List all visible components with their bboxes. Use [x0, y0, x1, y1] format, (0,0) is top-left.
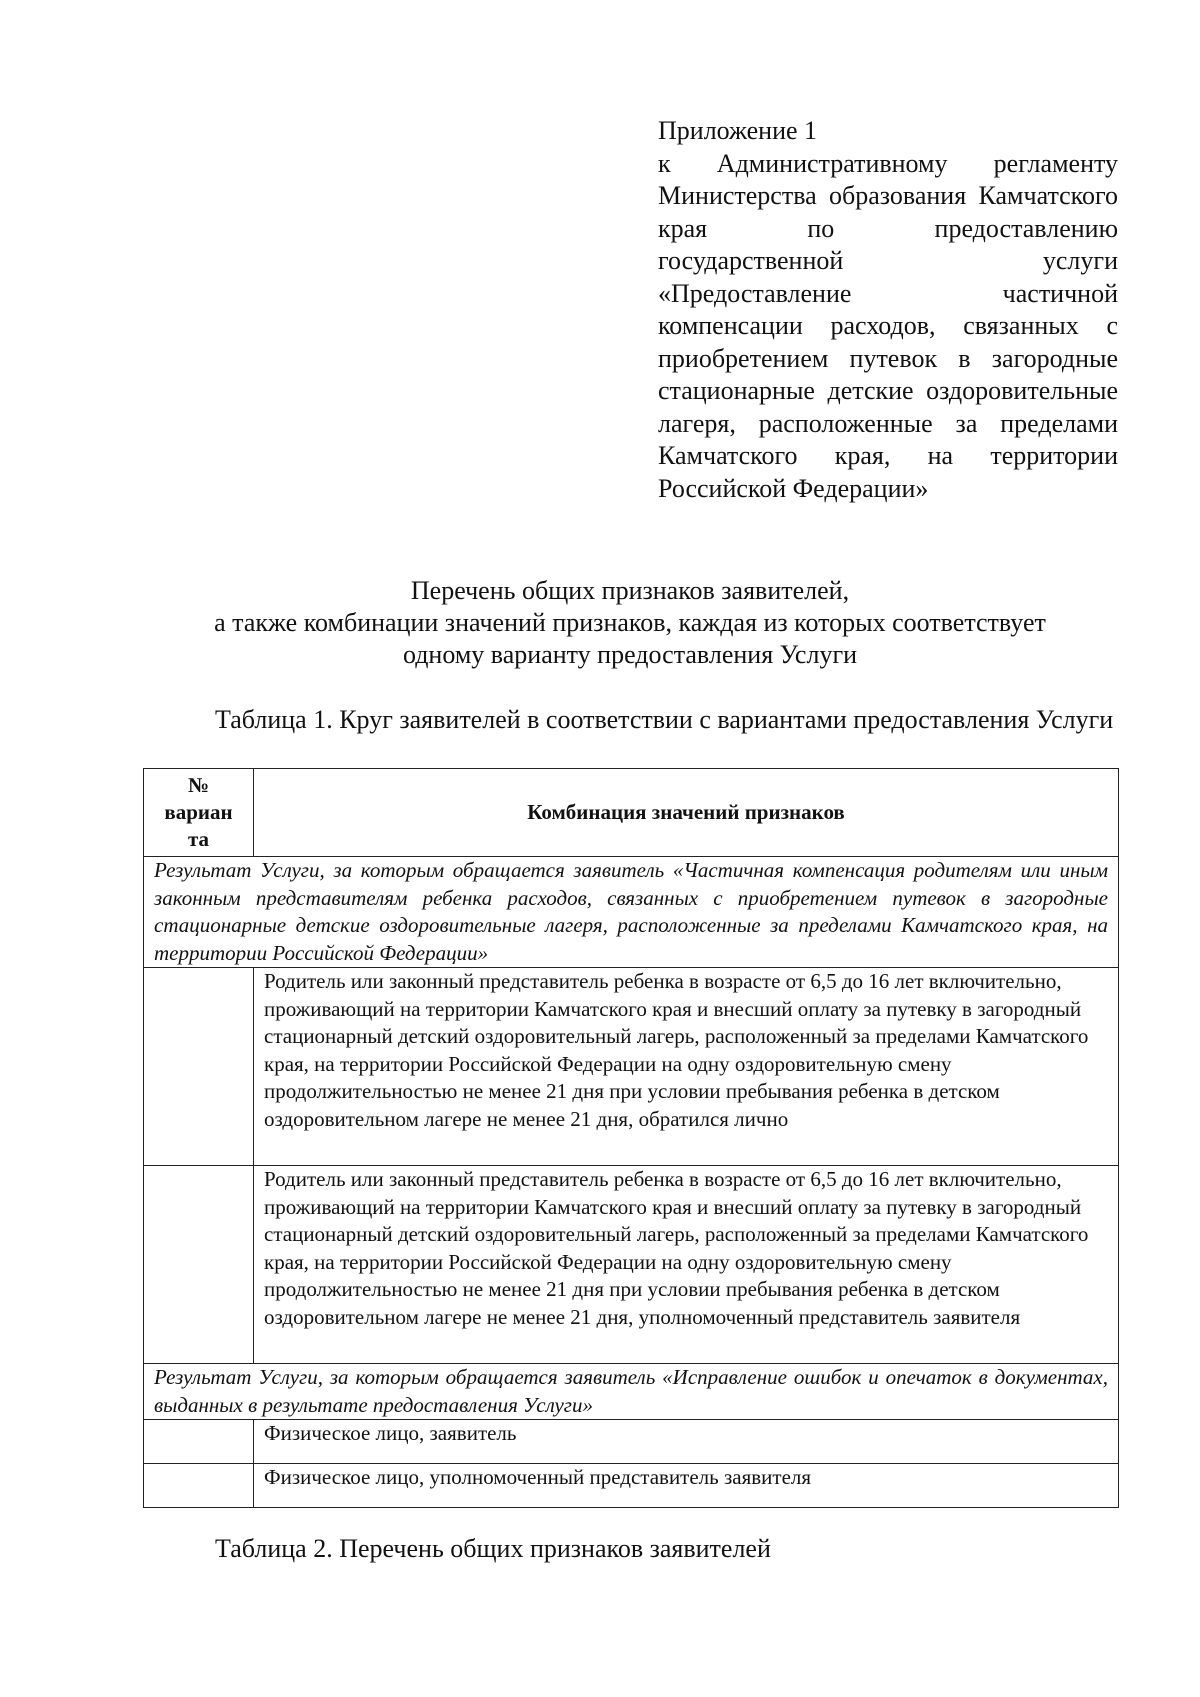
table-header-row [144, 769, 1119, 857]
appendix-text: к Административному регламенту Министерства образования Камчатского края по предоставлению государственной услуги «Предоставление частичной компенсации расходов, связанных с приобретением путевок в загородные стационарные детские оздоровительные лагеря, расположенные за пределами Камчатского края, на территории Российской Федерации» [658, 148, 1118, 503]
heading-line-3: одному варианту предоставления Услуги [402, 640, 858, 669]
appendix-block [658, 115, 1118, 505]
table-row [144, 968, 1119, 1166]
table2-caption: Таблица 2. Перечень общих признаков заявителей [215, 1534, 771, 1563]
table-row [144, 1420, 1119, 1464]
document-heading [0, 575, 1200, 671]
variant-number-cell [144, 1166, 254, 1364]
table1-caption: Таблица 1. Круг заявителей в соответствии с вариантами предоставления Услуги [215, 705, 1114, 734]
criteria-cell-2: Родитель или законный представитель ребенка в возрасте от 6,5 до 16 лет включительно, проживающий на территории Камчатского края и внесший оплату за путевку в загородный стационарный детский оздоровительный лагерь, расположенный за пределами Камчатского края, на территории Российской Федерации на одну оздоровительную смену продолжительностью не менее 21 дня при условии пребывания ребенка в детском оздоровительном лагере не менее 21 дня, уполномоченный представитель заявителя [254, 1166, 1119, 1364]
result-1-text: Результат Услуги, за которым обращается заявитель «Частичная компенсация родителям или иным законным представителям ребенка расходов, связанных с приобретением путевок в загородные стационарные детские оздоровительные лагеря, расположенные за пределами Камчатского края, на территории Российской Федерации» [144, 857, 1119, 968]
variant-number-cell [144, 1420, 254, 1464]
table-row [144, 1166, 1119, 1364]
applicants-table [143, 768, 1119, 1508]
result-2-text: Результат Услуги, за которым обращается заявитель «Исправление ошибок и опечаток в документах, выданных в результате предоставления Услуги» [144, 1364, 1119, 1420]
result-row-2 [144, 1364, 1119, 1420]
criteria-cell-3: Физическое лицо, заявитель [254, 1420, 1119, 1464]
variant-number-cell [144, 968, 254, 1166]
criteria-cell-1: Родитель или законный представитель ребенка в возрасте от 6,5 до 16 лет включительно, проживающий на территории Камчатского края и внесший оплату за путевку в загородный стационарный детский оздоровительный лагерь, расположенный за пределами Камчатского края, на территории Российской Федерации на одну оздоровительную смену продолжительностью не менее 21 дня при условии пребывания ребенка в детском оздоровительном лагере не менее 21 дня, обратился лично [254, 968, 1119, 1166]
variant-number-cell [144, 1464, 254, 1508]
result-row-1 [144, 857, 1119, 968]
header-variant-number: № вариан та [144, 769, 254, 857]
header-combination: Комбинация значений признаков [254, 769, 1119, 857]
heading-line-1: Перечень общих признаков заявителей, [410, 576, 850, 605]
heading-line-2: а также комбинации значений признаков, каждая из которых соответствует [214, 608, 1046, 637]
criteria-cell-4: Физическое лицо, уполномоченный представитель заявителя [254, 1464, 1119, 1508]
appendix-title: Приложение 1 [658, 116, 818, 145]
table-row [144, 1464, 1119, 1508]
